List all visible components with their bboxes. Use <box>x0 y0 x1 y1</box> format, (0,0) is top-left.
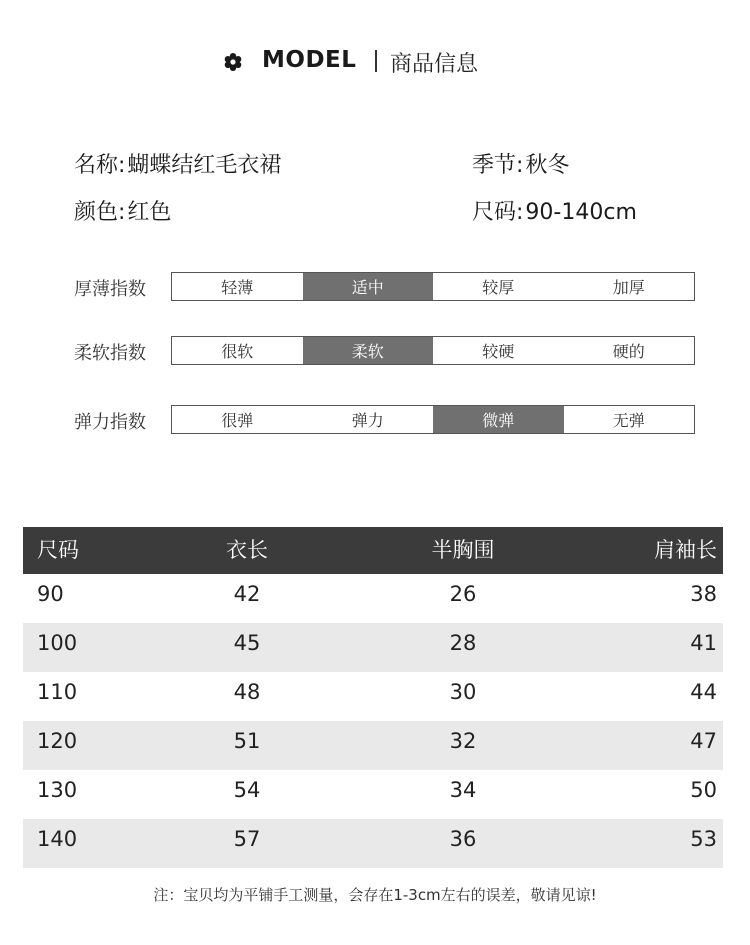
table-cell: 38 <box>690 582 717 606</box>
name-value: 蝴蝶结红毛衣裙 <box>127 153 282 178</box>
table-cell-text: 54 <box>233 778 261 802</box>
table-cell-text: 57 <box>233 827 261 851</box>
thickness-label: 厚薄指数 <box>74 279 146 300</box>
table-cell: 53 <box>690 827 717 851</box>
table-row <box>23 623 723 672</box>
table-body <box>23 574 723 868</box>
gear-flower-icon <box>224 53 242 71</box>
size-field <box>472 195 637 226</box>
table-row <box>23 672 723 721</box>
page-subtitle: 商品信息 <box>390 52 479 77</box>
table-cell: 47 <box>690 729 717 753</box>
header-length-text: 衣长 <box>226 538 268 562</box>
header-bust-text: 半胸围 <box>431 538 495 562</box>
size-label: 尺码: <box>472 200 524 225</box>
name-field <box>74 148 281 179</box>
table-row <box>23 574 723 623</box>
table-row <box>23 819 723 868</box>
table-header <box>23 527 723 574</box>
header <box>0 44 750 80</box>
scale-option: 微弹 <box>433 406 564 433</box>
table-cell: 110 <box>37 680 78 704</box>
scale-option: 较硬 <box>482 342 515 361</box>
scale-option: 硬的 <box>612 342 645 361</box>
scale-option: 较厚 <box>482 278 515 297</box>
elasticity-scale <box>171 405 695 434</box>
table-row <box>23 770 723 819</box>
season-label: 季节: <box>472 153 524 178</box>
table-cell: 100 <box>37 631 78 655</box>
season-value: 秋冬 <box>525 153 570 178</box>
color-value: 红色 <box>127 200 172 225</box>
table-cell: 50 <box>690 778 717 802</box>
scale-option: 轻薄 <box>221 278 254 297</box>
thickness-scale <box>171 272 695 301</box>
season-field <box>472 148 569 179</box>
softness-label: 柔软指数 <box>74 343 146 364</box>
scale-option: 很弹 <box>221 411 254 430</box>
table-cell-text: 28 <box>449 631 477 655</box>
table-cell-text: 36 <box>449 827 477 851</box>
table-cell: 120 <box>37 729 78 753</box>
measurement-note: 注：宝贝均为平铺手工测量，会存在1-3cm左右的误差，敬请见谅! <box>153 886 597 904</box>
table-cell-text: 48 <box>233 680 261 704</box>
header-sleeve: 肩袖长 <box>654 538 717 562</box>
color-label: 颜色: <box>74 200 126 225</box>
title-separator <box>375 50 377 72</box>
scale-option: 无弹 <box>612 411 645 430</box>
scale-option: 适中 <box>303 273 434 300</box>
table-cell: 44 <box>690 680 717 704</box>
header-size: 尺码 <box>37 538 79 562</box>
table-cell-text: 45 <box>233 631 261 655</box>
softness-scale <box>171 336 695 365</box>
size-value: 90-140cm <box>525 200 637 225</box>
name-label: 名称: <box>74 153 126 178</box>
table-cell: 140 <box>37 827 78 851</box>
table-cell: 130 <box>37 778 78 802</box>
table-cell-text: 42 <box>233 582 261 606</box>
size-table <box>23 527 723 868</box>
scale-option: 弹力 <box>351 411 384 430</box>
scale-option: 很软 <box>221 342 254 361</box>
table-cell-text: 51 <box>233 729 261 753</box>
elasticity-label: 弹力指数 <box>74 412 146 433</box>
table-row <box>23 721 723 770</box>
scale-option: 柔软 <box>303 337 434 364</box>
table-cell: 41 <box>690 631 717 655</box>
color-field <box>74 195 171 226</box>
table-cell-text: 26 <box>449 582 477 606</box>
table-cell-text: 34 <box>449 778 477 802</box>
table-cell-text: 30 <box>449 680 477 704</box>
table-cell: 90 <box>37 582 64 606</box>
table-cell-text: 32 <box>449 729 477 753</box>
brand-title: MODEL <box>262 47 357 73</box>
scale-option: 加厚 <box>612 278 645 297</box>
